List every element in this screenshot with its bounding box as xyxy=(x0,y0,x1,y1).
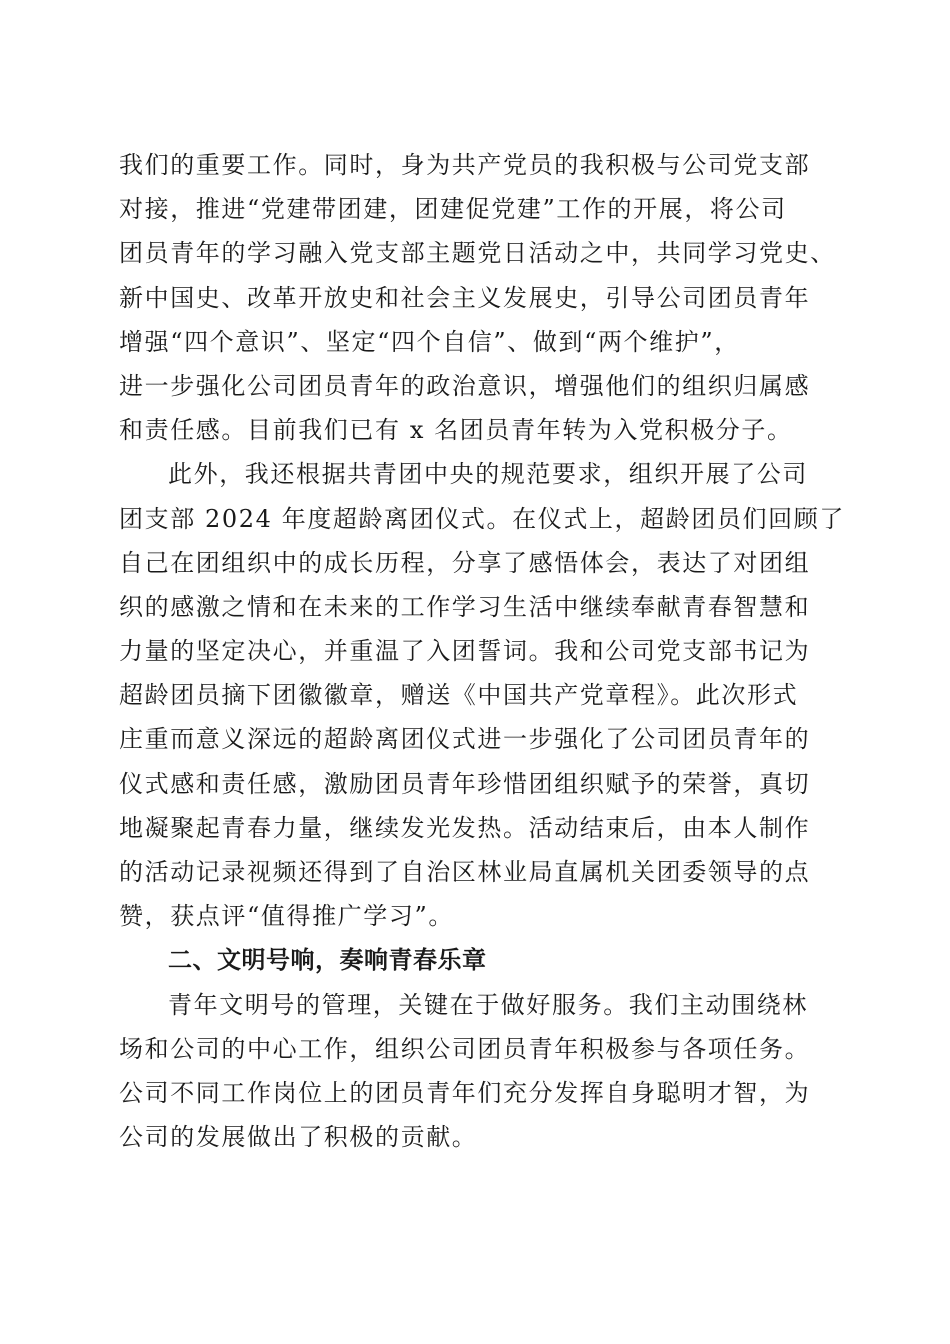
paragraph-line: 增强“四个意识”、坚定“四个自信”、做到“两个维护”， xyxy=(119,327,740,356)
paragraph-line: 进一步强化公司团员青年的政治意识，增强他们的组织归属感 xyxy=(119,371,811,400)
paragraph-line: 超龄团员摘下团徽徽章，赠送《中国共产党章程》。此次形式 xyxy=(119,681,799,710)
paragraph-line: 对接，推进“党建带团建，团建促党建”工作的开展，将公司 xyxy=(119,195,787,224)
paragraph-line: 庄重而意义深远的超龄离团仪式进一步强化了公司团员青年的 xyxy=(119,725,811,754)
paragraph-line: 此外，我还根据共青团中央的规范要求，组织开展了公司 xyxy=(168,460,808,489)
paragraph-line: 团员青年的学习融入党支部主题党日活动之中，共同学习党史、 xyxy=(119,239,836,268)
paragraph-line: 织的感激之情和在未来的工作学习生活中继续奉献青春智慧和 xyxy=(119,592,811,621)
paragraph-line: 场和公司的中心工作，组织公司团员青年积极参与各项任务。 xyxy=(119,1034,811,1063)
paragraph-line: 公司不同工作岗位上的团员青年们充分发挥自身聪明才智，为 xyxy=(119,1078,811,1107)
paragraph-line: 公司的发展做出了积极的贡献。 xyxy=(119,1123,478,1152)
paragraph-line: 我们的重要工作。同时，身为共产党员的我积极与公司党支部 xyxy=(119,151,811,179)
paragraph-line: 团支部 2024 年度超龄离团仪式。在仪式上，超龄团员们回顾了 xyxy=(119,504,845,533)
paragraph-line: 力量的坚定决心，并重温了入团誓词。我和公司党支部书记为 xyxy=(119,637,811,666)
paragraph-line: 青年文明号的管理，关键在于做好服务。我们主动围绕林 xyxy=(168,990,808,1019)
section-heading: 二、文明号响，奏响青春乐章 xyxy=(168,946,487,975)
paragraph-line: 仪式感和责任感，激励团员青年珍惜团组织赋予的荣誉，真切 xyxy=(119,769,811,798)
paragraph-line: 自己在团组织中的成长历程，分享了感悟体会，表达了对团组 xyxy=(119,548,811,577)
paragraph-line: 地凝聚起青春力量，继续发光发热。活动结束后，由本人制作 xyxy=(119,813,811,842)
paragraph-line: 的活动记录视频还得到了自治区林业局直属机关团委领导的点 xyxy=(119,858,811,886)
document-body xyxy=(119,143,845,1159)
paragraph-line: 新中国史、改革开放史和社会主义发展史，引导公司团员青年 xyxy=(119,283,811,312)
paragraph-line: 和责任感。目前我们已有 x 名团员青年转为入党积极分子。 xyxy=(119,416,793,445)
paragraph-line: 赞，获点评“值得推广学习”。 xyxy=(119,902,454,931)
